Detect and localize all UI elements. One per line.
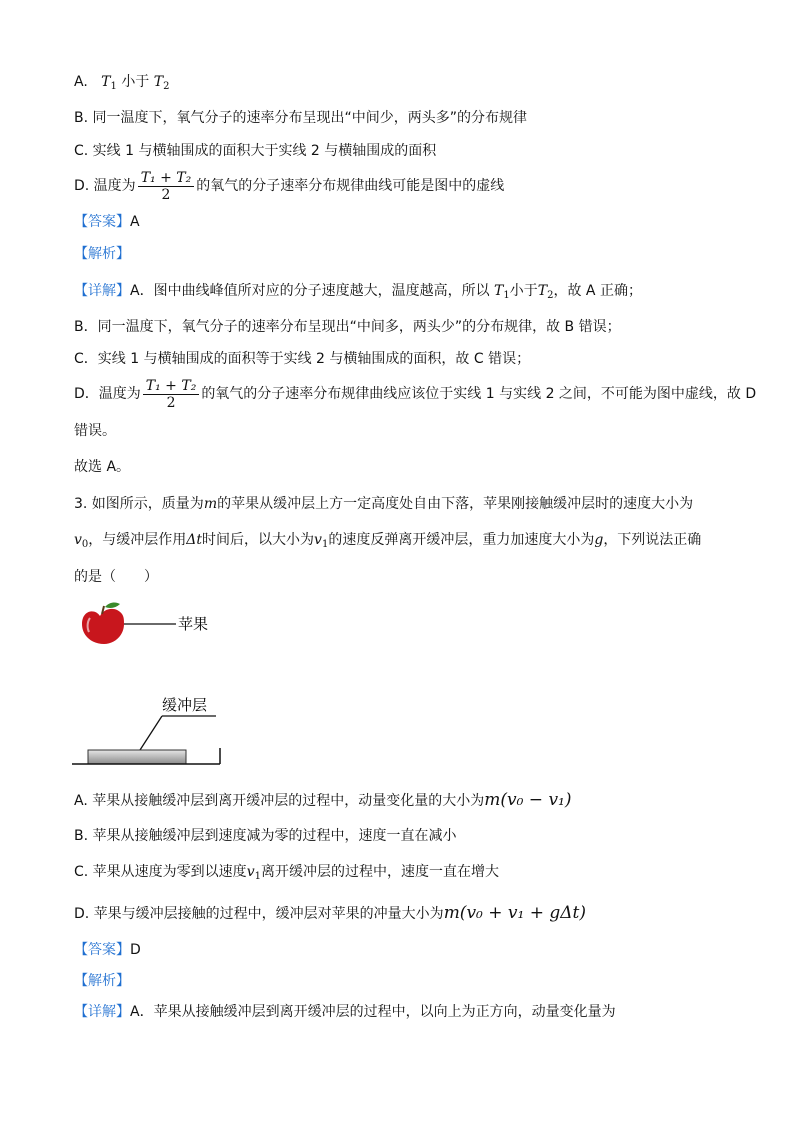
q2-detail-a: 【详解】A．图中曲线峰值所对应的分子速度越大，温度越高，所以 $T_1$小于$T_2$，故 A 正确； [74,283,642,301]
apple-label: 苹果 [178,615,209,633]
q3-analysis-tag: 【解析】 [74,973,130,989]
q2-option-b: B. 同一温度下，氧气分子的速率分布呈现出“中间少，两头多”的分布规律 [74,110,528,126]
q2-option-d: D. 温度为 $\frac{\text{T₁ + T₂}}{2}$ 的氧气的分子速率分布规律曲线可能是图中的虚线 [74,169,505,203]
q2-detail-b: B．同一温度下，氧气分子的速率分布呈现出“中间多，两头少”的分布规律，故 B 错误； [74,319,621,335]
buffer-layer-label: 缓冲层 [162,696,208,714]
q2-option-a: A. $T_1$ 小于 $T_2$ [74,74,170,92]
q3-option-a: A. 苹果从接触缓冲层到离开缓冲层的过程中，动量变化量的大小为m(v₀ − v₁) [74,790,572,810]
q3-stem-line3: 的是（ ） [74,569,158,585]
q2-detail-d: D．温度为 $\frac{\text{T₁ + T₂}}{2}$ 的氧气的分子速率分布规律曲线应该位于实线 1 与实线 2 之间，不可能为图中虚线，故 D [74,377,757,411]
q3-option-d: D. 苹果与缓冲层接触的过程中，缓冲层对苹果的冲量大小为m(v₀ + v₁ + gΔt) [74,903,587,923]
q2-detail-c: C．实线 1 与横轴围成的面积等于实线 2 与横轴围成的面积，故 C 错误； [74,351,531,367]
q2-detail-d-cont: 错误。 [74,423,116,439]
q3-figure [70,598,240,770]
buffer-layer [88,750,186,764]
q3-stem-line2: $v_0$，与缓冲层作用Δt时间后，以大小为$v_1$的速度反弹离开缓冲层，重力加速度大小为g，下列说法正确 [74,532,702,550]
q3-option-c: C. 苹果从速度为零到以速度$v_1$离开缓冲层的过程中，速度一直在增大 [74,864,499,882]
apple-icon [82,602,124,644]
q3-option-b: B. 苹果从接触缓冲层到速度减为零的过程中，速度一直在减小 [74,828,457,844]
q2-analysis-tag: 【解析】 [74,246,130,262]
q2-answer: 【答案】A [74,214,140,230]
q2-conclusion: 故选 A。 [74,459,131,475]
q3-detail-a: 【详解】A．苹果从接触缓冲层到离开缓冲层的过程中，以向上为正方向，动量变化量为 [74,1004,616,1020]
q3-stem-line1: 3. 如图所示，质量为m的苹果从缓冲层上方一定高度处自由下落，苹果刚接触缓冲层时的速度大小为 [74,496,694,512]
q3-answer: 【答案】D [74,942,141,958]
q2-option-c: C. 实线 1 与横轴围成的面积大于实线 2 与横轴围成的面积 [74,143,437,159]
